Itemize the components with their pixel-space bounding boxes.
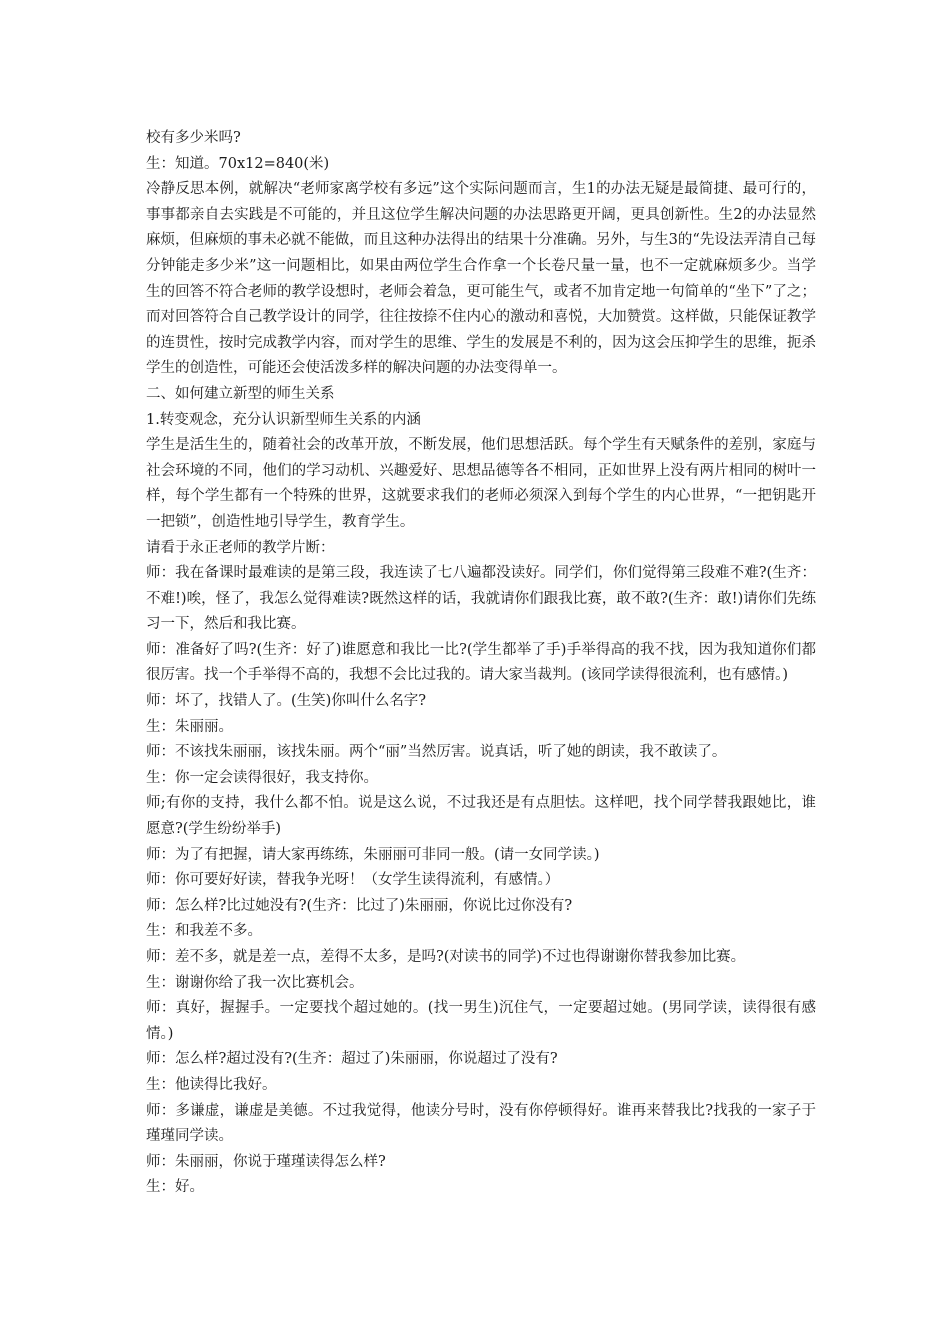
dialogue-line: 师：你可要好好读，替我争光呀！（女学生读得流利，有感情。） xyxy=(146,872,560,889)
document-page xyxy=(146,126,816,1201)
paragraph: 学生是活生生的，随着社会的改革开放，不断发展，他们思想活跃。每个学生有天赋条件的差别，家庭与社会环境的不同，他们的学习动机、兴趣爱好、思想品德等各不相同，正如世界上没有两片相同的树叶一样，每个学生都有一个特殊的世界，这就要求我们的老师必须深入到每个学生的内心世界，“一把钥匙开一把锁”，创造性地引导学生，教育学生。 xyxy=(146,437,816,530)
paragraph: 生：知道。70x12=840(米) xyxy=(146,155,330,172)
dialogue-line: 师：我在备课时最难读的是第三段，我连读了七八遍都没读好。同学们，你们觉得第三段难不难?(生齐：不难!)唉，怪了，我怎么觉得难读?既然这样的话，我就请你们跟我比赛，敢不敢?(生齐：敢!)请你们先练习一下，然后和我比赛。 xyxy=(146,565,816,633)
subsection-heading: 1.转变观念，充分认识新型师生关系的内涵 xyxy=(146,411,421,428)
dialogue-line: 师：怎么样?比过她没有?(生齐：比过了)朱丽丽，你说比过你没有? xyxy=(146,897,573,914)
dialogue-line: 生：谢谢你给了我一次比赛机会。 xyxy=(146,974,364,991)
dialogue-line: 生：和我差不多。 xyxy=(146,923,262,940)
dialogue-line: 师：真好，握握手。一定要找个超过她的。(找一男生)沉住气，一定要超过她。(男同学读，读得很有感情。) xyxy=(146,1000,816,1042)
dialogue-line: 师：不该找朱丽丽，该找朱丽。两个“丽”当然厉害。说真话，听了她的朗读，我不敢读了。 xyxy=(146,744,727,761)
paragraph: 校有多少米吗? xyxy=(146,130,241,146)
dialogue-line: 师：朱丽丽，你说于瑾瑾读得怎么样? xyxy=(146,1153,386,1170)
dialogue-line: 生：朱丽丽。 xyxy=(146,718,233,735)
dialogue-line: 师：差不多，就是差一点，差得不太多，是吗?(对读书的同学)不过也得谢谢你替我参加比赛。 xyxy=(146,949,746,965)
dialogue-line: 师：为了有把握，请大家再练练，朱丽丽可非同一般。(请一女同学读。) xyxy=(146,846,600,863)
dialogue-line: 师：怎么样?超过没有?(生齐：超过了)朱丽丽，你说超过了没有? xyxy=(146,1051,558,1068)
dialogue-line: 生：他读得比我好。 xyxy=(146,1076,277,1093)
dialogue-line: 生：好。 xyxy=(146,1179,204,1196)
dialogue-line: 生：你一定会读得很好，我支持你。 xyxy=(146,769,378,786)
dialogue-line: 师：准备好了吗?(生齐：好了)谁愿意和我比一比?(学生都举了手)手举得高的我不找，因为我知道你们都很厉害。找一个手举得不高的，我想不会比过我的。请大家当裁判。(该同学读得很流利，也有感情。) xyxy=(146,641,816,684)
dialogue-line: 师;有你的支持，我什么都不怕。说是这么说，不过我还是有点胆怯。这样吧，找个同学替我跟她比，谁愿意?(学生纷纷举手) xyxy=(146,795,816,838)
paragraph: 请看于永正老师的教学片断： xyxy=(146,539,335,556)
dialogue-line: 师：坏了，找错人了。(生笑)你叫什么名字? xyxy=(146,693,427,710)
paragraph: 冷静反思本例，就解决“老师家离学校有多远”这个实际问题而言，生1的办法无疑是最简捷、最可行的，事事都亲自去实践是不可能的，并且这位学生解决问题的办法思路更开阔，更具创新性。生2的办法显然麻烦，但麻烦的事未必就不能做，而且这种办法得出的结果十分准确。另外，与生3的“先设法弄清自己每分钟能走多少米”这一问题相比，如果由两位学生合作拿一个长卷尺量一量，也不一定就麻烦多少。当学生的回答不符合老师的教学设想时，老师会着急，更可能生气，或者不加肯定地一句简单的“坐下”了之；而对回答符合自己教学设计的同学，往往按捺不住内心的激动和喜悦，大加赞赏。这样做，只能保证教学的连贯性，按时完成教学内容，而对学生的思维、学生的发展是不利的，因为这会压抑学生的思维，扼杀学生的创造性，可能还会使活泼多样的解决问题的办法变得单一。 xyxy=(146,181,816,377)
section-heading: 二、如何建立新型的师生关系 xyxy=(146,385,335,402)
dialogue-line: 师：多谦虚，谦虚是美德。不过我觉得，他读分号时，没有你停顿得好。谁再来替我比?找我的一家子于瑾瑾同学读。 xyxy=(146,1102,816,1145)
